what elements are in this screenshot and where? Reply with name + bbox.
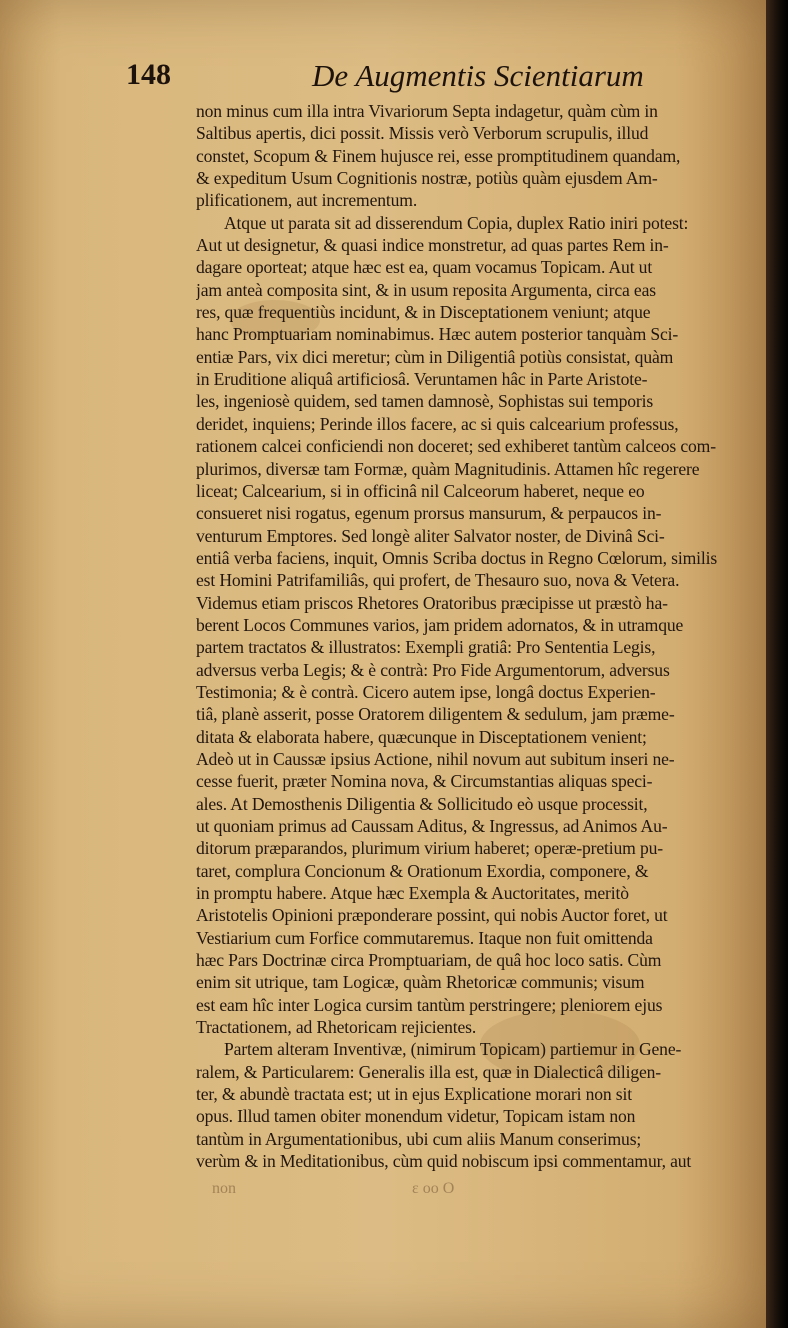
text-line: in Eruditione aliquâ artificiosâ. Veruntamen hâc in Parte Aristote- bbox=[196, 369, 648, 390]
text-line: Partem alteram Inventivæ, (nimirum Topicam) partiemur in Gene- bbox=[224, 1039, 682, 1060]
body-text bbox=[196, 100, 758, 1210]
page-edge-shadow bbox=[766, 0, 788, 1328]
page-number: 148 bbox=[126, 58, 171, 91]
text-line: Videmus etiam priscos Rhetores Oratoribus præcipisse ut præstò ha- bbox=[196, 592, 668, 613]
catchword-center: ε οο Ο bbox=[412, 1180, 455, 1197]
text-line: plurimos, diversæ tam Formæ, quàm Magnitudinis. Attamen hîc regerere bbox=[196, 458, 700, 479]
text-line: verùm & in Meditationibus, cùm quid nobiscum ipsi commentamur, aut bbox=[196, 1151, 692, 1172]
text-line: deridet, inquiens; Perinde illos facere, ac si quis calcearium professus, bbox=[196, 413, 679, 434]
running-title: De Augmentis Scientiarum bbox=[312, 58, 644, 93]
text-line: venturum Emptores. Sed longè aliter Salvator noster, de Divinâ Sci- bbox=[196, 525, 665, 546]
text-line: entiâ verba faciens, inquit, Omnis Scriba doctus in Regno Cœlorum, similis bbox=[196, 547, 718, 568]
text-line: in promptu habere. Atque hæc Exempla & Auctoritates, meritò bbox=[196, 883, 629, 904]
text-line: non minus cum illa intra Vivariorum Septa indagetur, quàm cùm in bbox=[196, 101, 658, 121]
text-line: enim sit utrique, tam Logicæ, quàm Rhetoricæ communis; visum bbox=[196, 972, 645, 993]
text-line: tantùm in Argumentationibus, ubi cum aliis Manum conserimus; bbox=[196, 1128, 642, 1149]
text-line: consueret nisi rogatus, egenum prorsus mansurum, & perpaucos in- bbox=[196, 503, 662, 524]
text-line: berent Locos Communes varios, jam pridem adornatos, & in utramque bbox=[196, 614, 684, 635]
text-line: adversus verba Legis; & è contrà: Pro Fide Argumentorum, adversus bbox=[196, 659, 670, 680]
text-line: Aristotelis Opinioni præponderare possint, qui nobis Auctor foret, ut bbox=[196, 905, 668, 926]
text-line: entiæ Pars, vix dici meretur; cùm in Diligentiâ potiùs consistat, quàm bbox=[196, 346, 674, 367]
text-line: Testimonia; & è contrà. Cicero autem ipse, longâ doctus Experien- bbox=[196, 681, 656, 702]
page-header bbox=[126, 58, 686, 102]
text-line: res, quæ frequentiùs incidunt, & in Disceptationem veniunt; atque bbox=[196, 302, 651, 323]
text-line: constet, Scopum & Finem hujusce rei, esse promptitudinem quandam, bbox=[196, 145, 681, 166]
text-line: les, ingeniosè quidem, sed tamen damnosè, Sophistas sui temporis bbox=[196, 391, 654, 412]
text-line: ditorum præparandos, plurimum virium haberet; operæ-pretium pu- bbox=[196, 838, 663, 859]
text-line: plificationem, aut incrementum. bbox=[196, 190, 418, 211]
text-line: opus. Illud tamen obiter monendum videtur, Topicam istam non bbox=[196, 1106, 636, 1127]
text-line: cesse fuerit, præter Nomina nova, & Circumstantias aliquas speci- bbox=[196, 771, 653, 792]
text-line: Adeò ut in Caussæ ipsius Actione, nihil novum aut subitum inseri ne- bbox=[196, 748, 675, 769]
text-line: & expeditum Usum Cognitionis nostræ, potiùs quàm ejusdem Am- bbox=[196, 168, 658, 189]
text-line: liceat; Calcearium, si in officinâ nil Calceorum haberet, neque eo bbox=[196, 480, 645, 501]
text-line: ales. At Demosthenis Diligentia & Sollicitudo eò usque processit, bbox=[196, 793, 648, 814]
text-line: hæc Pars Doctrinæ circa Promptuariam, de quâ hoc loco satis. Cùm bbox=[196, 950, 662, 971]
text-line: ter, & abundè tractata est; ut in ejus Explicatione morari non sit bbox=[196, 1084, 632, 1105]
text-line: Atque ut parata sit ad disserendum Copia, duplex Ratio iniri potest: bbox=[224, 212, 689, 233]
text-line: est eam hîc inter Logica cursim tantùm perstringere; pleniorem ejus bbox=[196, 994, 663, 1015]
text-line: Aut ut designetur, & quasi indice monstretur, ad quas partes Rem in- bbox=[196, 235, 669, 256]
text-line: ditata & elaborata habere, quæcunque in Disceptationem venient; bbox=[196, 726, 647, 747]
text-line: Tractationem, ad Rhetoricam rejicientes. bbox=[196, 1017, 477, 1038]
text-line: est Homini Patrifamiliâs, qui profert, de Thesauro suo, nova & Vetera. bbox=[196, 570, 680, 591]
catchword-left: non bbox=[212, 1180, 236, 1197]
text-line: dagare oporteat; atque hæc est ea, quam vocamus Topicam. Aut ut bbox=[196, 257, 653, 278]
text-line: jam anteà composita sint, & in usum reposita Argumenta, circa eas bbox=[196, 279, 656, 300]
text-line: tiâ, planè asserit, posse Oratorem diligentem & sedulum, jam præme- bbox=[196, 704, 675, 725]
text-line: Saltibus apertis, dici possit. Missis verò Verborum scrupulis, illud bbox=[196, 123, 649, 144]
text-line: partem tractatos & illustratos: Exempli gratiâ: Pro Sententia Legis, bbox=[196, 637, 656, 658]
text-line: hanc Promptuariam nominabimus. Hæc autem posterior tanquàm Sci- bbox=[196, 324, 679, 345]
text-line: taret, complura Concionum & Orationum Exordia, componere, & bbox=[196, 860, 649, 881]
text-line: ut quoniam primus ad Caussam Aditus, & Ingressus, ad Animos Au- bbox=[196, 816, 668, 836]
bleed-through-marks bbox=[212, 1180, 512, 1202]
text-line: ralem, & Particularem: Generalis illa est, quæ in Dialecticâ diligen- bbox=[196, 1061, 662, 1082]
text-line: Vestiarium cum Forfice commutaremus. Itaque non fuit omittenda bbox=[196, 927, 653, 948]
text-line: rationem calcei conficiendi non doceret; sed exhiberet tantùm calceos com- bbox=[196, 436, 716, 457]
